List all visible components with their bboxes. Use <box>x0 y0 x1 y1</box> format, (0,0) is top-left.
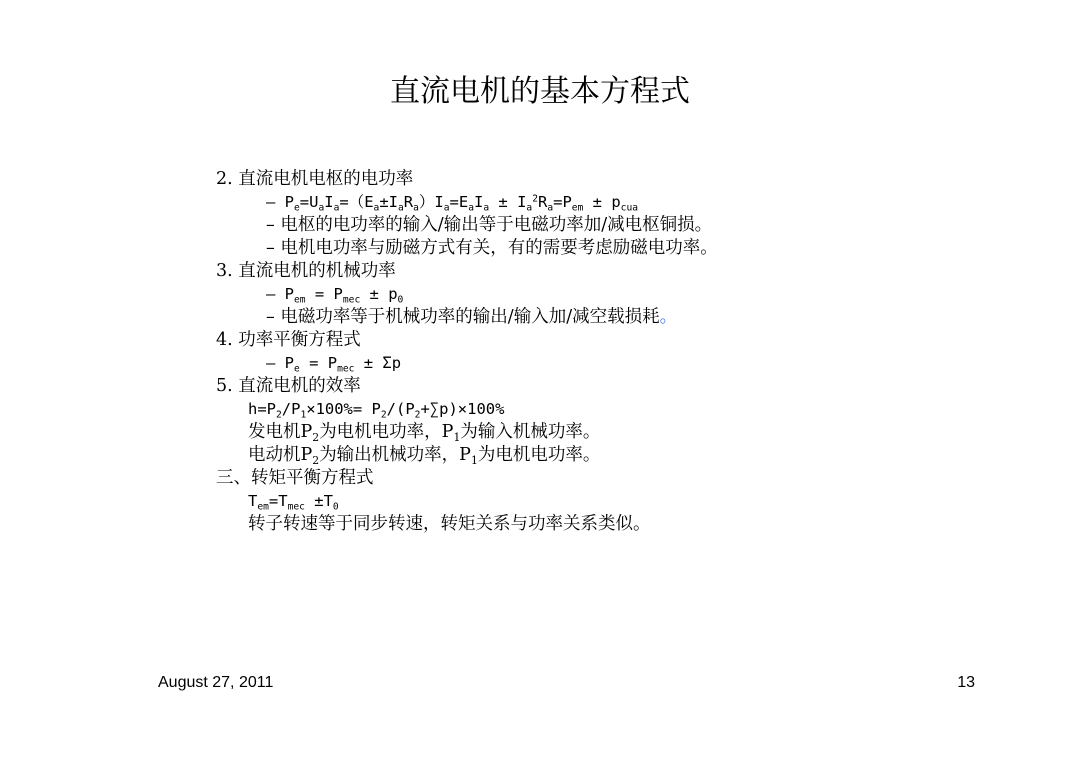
section-4-heading: 4. 功率平衡方程式 <box>216 330 361 350</box>
slide-title: 直流电机的基本方程式 <box>390 74 690 109</box>
page-number: 13 <box>957 674 975 691</box>
section-torque-heading: 三、转矩平衡方程式 <box>216 468 374 488</box>
section-4-equation: – $P_e = P_{mec} \pm \Sigma p$ <box>266 354 402 375</box>
section-2-heading: 2. 直流电机电枢的电功率 <box>216 169 414 189</box>
section-3-bullet-1 <box>216 306 996 329</box>
section-3-bullet-1-text: – 电磁功率等于机械功率的输出/输入加/减空载损耗 <box>266 307 660 327</box>
section-torque-description: 转子转速等于同步转速，转矩关系与功率关系类似。 <box>248 514 651 534</box>
section-torque-equation: $T_{em}=T_{mec} \pm T_0$ <box>248 492 339 513</box>
section-5-generator-note: 发电机$P_2$为电机电功率，$P_1$为输入机械功率。 <box>248 422 601 444</box>
section-2-bullet-1: – 电枢的电功率的输入/输出等于电磁功率加/减电枢铜损。 <box>266 215 713 235</box>
section-5-motor-note: 电动机$P_2$为输出机械功率，$P_1$为电机电功率。 <box>248 445 601 467</box>
footer-date: August 27, 2011 <box>158 674 274 691</box>
section-3-equation: – $P_{em} = P_{mec} \pm p_0$ <box>266 285 404 306</box>
slide-content <box>216 168 996 536</box>
section-3-heading: 3. 直流电机的机械功率 <box>216 261 396 281</box>
section-5-heading: 5. 直流电机的效率 <box>216 376 361 396</box>
section-2-bullet-2: – 电机电功率与励磁方式有关，有的需要考虑励磁电功率。 <box>266 238 718 258</box>
section-2-equation: – $P_e=U_aI_a=(E_a\pm I_aR_a)I_a=E_aI_a \pm I_a^2R_a=P_{em} \pm p_{cua}$ <box>266 193 638 214</box>
section-5-equation: $h=P_2/P_1\times 100\%= P_2/(P_2+\sum p)\times 100\%$ <box>248 400 505 421</box>
section-3-bullet-1-end: 。 <box>659 307 678 327</box>
